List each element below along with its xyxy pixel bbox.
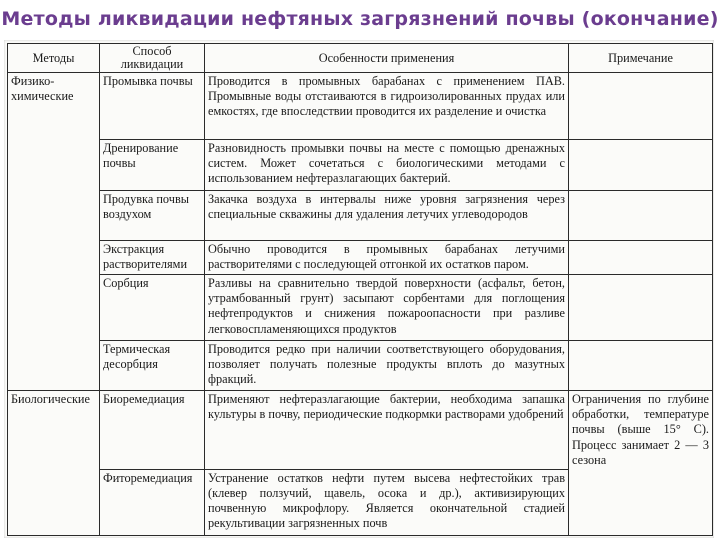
table-row bbox=[8, 241, 713, 275]
note-cell bbox=[569, 275, 713, 341]
method-cell: Продувка почвы воздухом bbox=[100, 191, 205, 241]
group-cell bbox=[8, 140, 100, 191]
features-cell: Разновидность промывки почвы на месте с помощью дренажных систем. Может сочетаться с биологическими методами с использованием нефтеразлагающих бактерий. bbox=[205, 140, 569, 191]
method-cell: Термическая десорбция bbox=[100, 341, 205, 391]
note-cell bbox=[569, 140, 713, 191]
group-cell: Физико-химические bbox=[8, 73, 100, 140]
features-cell: Применяют нефтеразлагающие бактерии, необходима запашка культуры в почву, периодические подкормки растворами удобрений bbox=[205, 391, 569, 470]
table-row bbox=[8, 140, 713, 191]
method-cell: Биоремедиация bbox=[100, 391, 205, 470]
table-row bbox=[8, 191, 713, 241]
note-cell bbox=[569, 73, 713, 140]
group-cell bbox=[8, 191, 100, 241]
features-cell: Устранение остатков нефти путем высева нефтестойких трав (клевер ползучий, щавель, осока и др.), активизирующих почвенную микрофлору. Является окончательной стадией рекультивации загрязненных почв bbox=[205, 469, 569, 535]
note-cell: Ограничения по глубине обработки, температуре почвы (выше 15° С). Процесс занимает 2 — 3 сезона bbox=[569, 391, 713, 470]
table-row bbox=[8, 73, 713, 140]
header-note: Примечание bbox=[569, 44, 713, 73]
method-cell: Промывка почвы bbox=[100, 73, 205, 140]
table-row bbox=[8, 275, 713, 341]
methods-table bbox=[7, 43, 713, 536]
group-cell bbox=[8, 469, 100, 535]
header-method-way: Способ ликвидации bbox=[100, 44, 205, 73]
features-cell: Закачка воздуха в интервалы ниже уровня загрязнения через специальные скважины для удаления летучих углеводородов bbox=[205, 191, 569, 241]
features-cell: Обычно проводится в промывных барабанах летучими растворителями с последующей отгонкой их остатков паром. bbox=[205, 241, 569, 275]
group-cell bbox=[8, 241, 100, 275]
table-header-row bbox=[8, 44, 713, 73]
group-cell bbox=[8, 275, 100, 341]
features-cell: Проводится редко при наличии соответствующего оборудования, позволяет получать полезные продукты вплоть до мазутных фракций. bbox=[205, 341, 569, 391]
table-row bbox=[8, 391, 713, 470]
note-cell bbox=[569, 341, 713, 391]
features-cell: Разливы на сравнительно твердой поверхности (асфальт, бетон, утрамбованный грунт) засыпают сорбентами для поглощения нефтепродуктов и снижения пожароопасности при разливе легковоспламеняющихся продуктов bbox=[205, 275, 569, 341]
group-cell bbox=[8, 341, 100, 391]
table-row bbox=[8, 341, 713, 391]
table-row bbox=[8, 469, 713, 535]
note-cell bbox=[569, 191, 713, 241]
method-cell: Дренирование почвы bbox=[100, 140, 205, 191]
note-cell bbox=[569, 241, 713, 275]
method-cell: Экстракция растворителями bbox=[100, 241, 205, 275]
features-cell: Проводится в промывных барабанах с применением ПАВ. Промывные воды отстаиваются в гидроизолированных прудах или емкостях, где впоследствии проводится их разделение и очистка bbox=[205, 73, 569, 140]
group-cell: Биологические bbox=[8, 391, 100, 470]
note-cell bbox=[569, 469, 713, 535]
page-title: Методы ликвидации нефтяных загрязнений почвы (окончание) bbox=[1, 8, 719, 30]
header-features: Особенности применения bbox=[205, 44, 569, 73]
method-cell: Сорбция bbox=[100, 275, 205, 341]
header-methods: Методы bbox=[8, 44, 100, 73]
method-cell: Фиторемедиация bbox=[100, 469, 205, 535]
